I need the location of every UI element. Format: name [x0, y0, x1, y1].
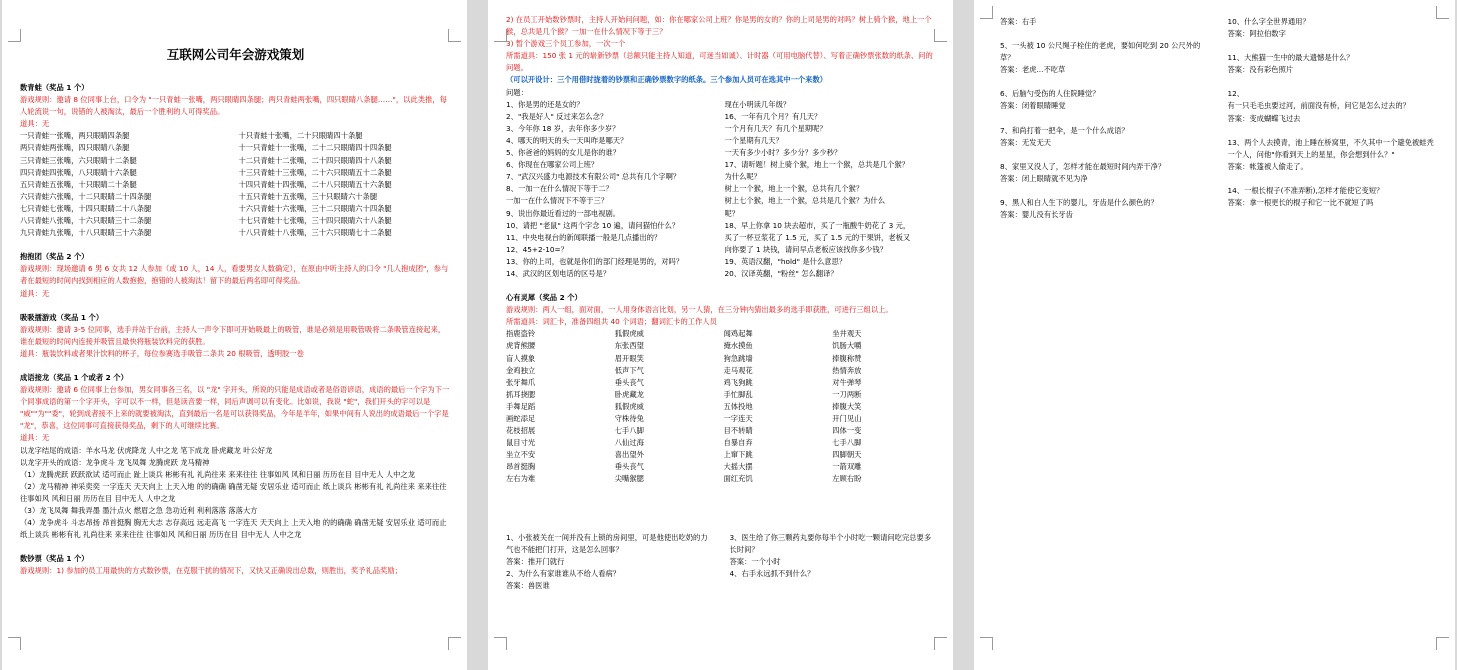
riddle-line: 10、什么字全世界通用？ [1227, 17, 1310, 26]
riddle-column-left [1000, 16, 1208, 221]
question: 12、45+2-10=？ [506, 244, 568, 254]
question: 树上一个猴，地上一个猴，总共有几个猴？ [724, 184, 864, 194]
word: 捧腹称赞 [832, 353, 862, 363]
word: 捧腹大笑 [832, 401, 862, 411]
question: 一个星期有几天？ [724, 135, 783, 145]
rhyme-line: 七只青蛙七张嘴，十四只眼睛二十八条腿 [20, 203, 152, 213]
riddle-line [1000, 76, 1208, 88]
word: 画蛇添足 [506, 414, 536, 423]
question: 7、"武汉兴盛力电源技术有限公司" 总共有几个字啊？ [506, 172, 681, 182]
riddle-columns [1000, 16, 1435, 221]
idiom-chain: （3）龙飞凤舞 舞我弄墨 墨汁点火 燃眉之急 急功近利 利利落落 落落大方 [20, 506, 258, 515]
riddle-line [1228, 40, 1436, 52]
riddle-list [506, 532, 937, 592]
question-list [506, 99, 937, 280]
word: 手忙脚乱 [723, 389, 753, 399]
riddle-line: 有一只毛毛虫要过河，前面没有桥，问它是怎么过去的？ [1227, 101, 1410, 111]
riddle-question: 3、医生给了你三颗药丸要你每半个小时吃一颗请问吃完总要多长时间？ [729, 532, 932, 554]
word: 一刀两断 [832, 389, 862, 399]
word: 守株待兔 [614, 414, 644, 423]
page-2-body [506, 14, 937, 592]
riddle-answer: 答案：兽医谁 [506, 580, 550, 590]
question: 为什么呢？ [724, 172, 761, 182]
section-heading: 抱抱团（奖品 2 个） [20, 252, 89, 262]
riddle-line: 12、 [1227, 89, 1245, 99]
page-1-body [20, 4, 451, 577]
rhyme-line: 十六只青蛙十六张嘴，三十二只眼睛六十四条腿 [238, 203, 392, 213]
rhyme-line: 三只青蛙三张嘴，六只眼睛十二条腿 [20, 155, 137, 165]
question: 17、请听题！树上骑个猴，地上一个猴，总共是几个猴？ [724, 160, 909, 170]
section-heading: 数青蛙（奖品 1 个） [20, 83, 89, 92]
question: 5、你爸爸的妈妈的女儿是你的谁？ [506, 148, 621, 158]
word: 一箭双雕 [832, 462, 862, 472]
rhyme-line: 八只青蛙八张嘴，十六只眼睛三十二条腿 [20, 216, 152, 226]
word: 金鸡独立 [506, 365, 536, 375]
rhyme-line: 六只青蛙六张嘴，十二只眼睛二十四条腿 [20, 191, 152, 201]
idiom-chain: （2）龙马精神 神采奕奕 一字连天 天天向上 上天入地 的的确确 确凿无疑 安居乐业 适可而止 纸上谈兵 彬彬有礼 礼尚往来 来来往往 往事如风 风和日丽 历历在目 目中无人 人中之龙 [20, 481, 447, 503]
riddle-line: 答案：婴儿没有长牙齿 [1000, 210, 1073, 220]
document-page-2 [488, 0, 953, 670]
game-rules: 游戏规则：两人一组，面对面，一人用身体语言比划，另一人猜，在三分钟内猜出最多的选手即获胜，可进行三组以上。 [506, 305, 893, 315]
riddle-line [1228, 125, 1436, 137]
riddle-line: 答案：拿一根更长的棍子和它一比不就短了吗 [1227, 198, 1374, 208]
riddle-line: 答案：老虎...不吃草 [1000, 65, 1066, 75]
word: 大摇大摆 [723, 462, 753, 472]
game-props: 道具：无 [20, 119, 50, 129]
riddle-answer: 答案：一个小时 [729, 556, 781, 566]
word: 指鹿盗铃 [506, 329, 536, 339]
riddle-line: 答案：帐篷被人偷走了。 [1227, 161, 1308, 171]
crop-mark [1436, 6, 1449, 19]
document-page-1 [2, 0, 467, 670]
riddle-question: 1、小张被关在一间并没有上锁的房间里，可是他使出吃奶的力气也不能把门打开，这是怎么回事？ [506, 532, 708, 554]
word: 垂头丧气 [614, 462, 644, 472]
word: 一字连天 [723, 414, 753, 423]
riddle-question: 2、为什么有家谁谁从不给人看病？ [506, 568, 621, 578]
section-heading: 成语接龙（奖品 1 个或者 2 个） [20, 372, 128, 382]
word: 上窜下跳 [723, 450, 753, 460]
word: 八仙过海 [614, 438, 644, 448]
riddle-answer: 答案：推开门就行 [506, 556, 565, 566]
word: 左右为难 [506, 474, 536, 484]
riddle-line: 答案：无发无天 [1000, 137, 1052, 147]
rhyme-line: 十只青蛙十张嘴，二十只眼睛四十条腿 [238, 131, 363, 141]
question: 4、哪天的明天的头一天叫昨是哪天？ [506, 135, 628, 145]
game-rules: 2) 在员工开始数钞票时，主持人开始问问题，如：你在哪家公司上班？你是男的女的？你的上司是男的对吗？树上骑个猴，地上一个猴，总共是几个猴？一加一在什么情况下等于三？ [506, 15, 932, 37]
section-heading: 心有灵犀（奖品 2 个） [506, 293, 582, 303]
question: 呢？ [724, 208, 740, 218]
idiom-chain: （4）龙争虎斗 斗志昂扬 昂首挺胸 胸无大志 志存高远 远走高飞 一字连天 天天向上 上天入地 的的确确 确凿无疑 安居乐业 适可而止 纸上谈兵 彬彬有礼 礼尚往来 来来往往 往事如风 风和日丽 历历在目 目中无人 人中之龙 [20, 518, 447, 540]
word: 对牛弹琴 [832, 377, 862, 387]
frog-rhyme-list [20, 130, 451, 239]
question: 8、一加一在什么情况下等于二？ [506, 184, 613, 194]
question: 14、武汉的区划电话的区号是？ [506, 268, 611, 278]
riddle-line: 14、一根长棍子(不准弄断),怎样才能使它变短？ [1227, 185, 1384, 195]
word: 垂头丧气 [614, 377, 644, 387]
question: 3、今年你 18 岁，去年你多少岁？ [506, 123, 620, 133]
riddle-line: 6、后脑勺受伤的人住院睡觉？ [1000, 89, 1100, 99]
charades-word-list [506, 328, 937, 485]
word: 走马观花 [723, 365, 753, 375]
riddle-line [1000, 28, 1208, 40]
word: 五体投地 [723, 401, 753, 411]
riddle-line [1228, 173, 1436, 185]
riddle-line: 8、家里又没人了，怎样才能在最短时间内弄干净？ [1000, 161, 1166, 171]
game-props: 所需道具：词汇卡，准备四组共 40 个词语；翻词汇卡的工作人员 [506, 317, 717, 327]
idiom-line: 以龙字结尾的成语：羊水马龙 伏虎降龙 人中之龙 笔下成龙 卧虎藏龙 叶公好龙 [20, 445, 273, 455]
game-rules: 3) 暂个游戏三个员工参加，一次一个 [506, 39, 626, 49]
word: 张牙舞爪 [506, 377, 536, 387]
questions-label: 问题： [506, 87, 528, 97]
section-heading: 吸吸擂游戏（奖品 1 个） [20, 312, 104, 322]
question: 11、中央电视台的新闻联播一般是几点播出的？ [506, 232, 662, 242]
game-rules: 游戏规则：邀请 3-5 位同事，选手并站于台前，主持人一声令下即可开始吸最上的吸管，谁是必须是用吸管吸将二条吸管连接起来，谁在最短的时间内连接并吸管且最快将瓶装饮料完的获胜。 [20, 324, 446, 346]
word: 四脚朝天 [832, 450, 862, 460]
idiom-chain: （1）龙腾虎跃 跃跃欲试 适可而止 趾上谈兵 彬彬有礼 礼尚往来 来来往往 往事如风 风和日丽 历历在目 目中无人 人中之龙 [20, 469, 415, 479]
question: 6、你现在在哪家公司上班？ [506, 160, 599, 170]
rhyme-line: 十二只青蛙十二张嘴，二十四只眼睛四十八条腿 [238, 155, 392, 165]
word: 坐井观天 [832, 329, 862, 339]
crop-mark [494, 637, 507, 650]
word: 卧虎藏龙 [614, 389, 644, 399]
crop-mark [1436, 637, 1449, 650]
riddle-line [1000, 149, 1208, 161]
section-heading: 数钞票（奖品 1 个） [20, 554, 89, 564]
riddle-line [1000, 113, 1208, 125]
rhyme-line: 一只青蛙一张嘴，两只眼睛四条腿 [20, 131, 130, 141]
word: 花枝招展 [506, 426, 536, 436]
word: 掩水摸鱼 [723, 341, 753, 351]
riddle-line [1000, 185, 1208, 197]
word: 尖嘴猴腮 [614, 474, 644, 484]
rhyme-line: 四只青蛙四张嘴，八只眼睛十六条腿 [20, 167, 137, 177]
game-rules: 游戏规则：邀请 8 位同事上台，口令为 "一只青蛙一张嘴，两只眼睛四条腿；两只青蛙两张嘴，四只眼睛八条腿……"，以此类推，每人轮流说一句，说错的人被淘汰，最后一个胜利的人可得奖品。 [20, 95, 447, 117]
word: 热情奔放 [832, 365, 862, 375]
riddle-line [1228, 76, 1436, 88]
word: 七手八脚 [614, 426, 644, 436]
page-3-body [1000, 16, 1435, 221]
riddle-question: 4、右手永远抓不到什么？ [729, 568, 815, 578]
game-props: 道具：无 [20, 433, 50, 443]
crop-mark [980, 6, 993, 19]
word: 左顾右盼 [832, 474, 862, 484]
rhyme-line: 五只青蛙五张嘴，十只眼睛二十条腿 [20, 179, 137, 189]
question: 13、你的上司，也就是你们的部门经理是男的，对吗？ [506, 256, 684, 266]
word: 低声下气 [614, 365, 644, 375]
word: 坐立不安 [506, 450, 536, 460]
word: 鼠目寸光 [506, 438, 536, 448]
word: 喜出望外 [614, 450, 644, 460]
word: 鸡飞狗跳 [723, 377, 753, 387]
rhyme-line: 十三只青蛙十三张嘴，二十六只眼睛五十二条腿 [238, 167, 392, 177]
riddle-line: 11、大熊猫一生中的最大遗憾是什么？ [1227, 53, 1354, 63]
game-props: 道具：无 [20, 288, 50, 298]
crop-mark [934, 637, 947, 650]
word: 饥肠大嚼 [832, 341, 862, 351]
crop-mark [980, 637, 993, 650]
question: 20、汉译英翻，"粉丝" 怎么翻译？ [724, 268, 838, 278]
question: 向你要了 1 块钱，请问早点老板应该找你多少钱？ [724, 244, 888, 254]
word: 手舞足蹈 [506, 401, 536, 411]
game-props: 所需道具：150 张 1 元的崭新钞票（总额只能主持人知道，可迷当如诚）、计时器（可用电脑代替）、写着正确钞票张数的纸条、问的问题。 [506, 51, 933, 73]
riddle-line: 7、和尚打着一把伞，是一个什么成语？ [1000, 125, 1129, 135]
question: 19、英语汉翻，"hold" 是什么意思？ [724, 256, 847, 266]
rhyme-line: 十一只青蛙十一张嘴，二十二只眼睛四十四条腿 [238, 143, 392, 153]
design-note: （可以开设计：三个用借时拢着的钞票和正确钞票数字的纸条。三个参加人员可在选其中一个来数） [506, 75, 828, 85]
word: 抓耳挠腮 [506, 389, 536, 399]
riddle-line: 答案：右手 [1000, 17, 1037, 26]
riddle-line: 答案：阿拉伯数字 [1227, 29, 1286, 39]
document-page-3 [974, 0, 1455, 670]
word: 开门见山 [832, 414, 862, 423]
word: 目不转睛 [723, 426, 753, 436]
riddle-column-right [1228, 16, 1436, 221]
riddle-line: 9、黑人和白人生下的婴儿，牙齿是什么颜色的？ [1000, 197, 1158, 207]
word: 昂首挺胸 [506, 462, 536, 472]
document-title: 互联网公司年会游戏策划 [166, 47, 305, 62]
question: 10、请把 "老鼠" 这两个字念 10 遍，请问猫怕什么？ [506, 220, 680, 230]
word: 面红充饥 [723, 474, 753, 484]
riddle-line: 13、两个人去摸青，池上睡在桥窝里，不久其中一个避免被蛙秃一个人，问他"你看到天上的星星，你会想到什么？" [1227, 137, 1434, 159]
word: 东张西望 [614, 341, 644, 351]
question: 一个月有几天？有几个星期呢？ [724, 123, 827, 133]
riddle-line: 答案：没有彩色照片 [1227, 65, 1294, 75]
question: 买了一杯豆浆花了 1.5 元，买了 1.5 元的干果饼，老板又 [724, 232, 911, 242]
question: 9、说出你最近看过的一部电视剧。 [506, 208, 621, 218]
question: 树上七个猴，地上一个猴，总共是几个猴？为什么 [724, 196, 886, 206]
question: 现在小明读几年级？ [724, 99, 791, 109]
crop-mark [8, 637, 21, 650]
word: 七手八脚 [832, 438, 862, 448]
rhyme-line: 十七只青蛙十七张嘴，三十四只眼睛六十八条腿 [238, 216, 392, 226]
word: 狗急跳墙 [723, 353, 753, 363]
word: 自暴自弃 [723, 438, 753, 448]
word: 虎背熊腰 [506, 341, 536, 351]
word: 眉开眼笑 [614, 353, 644, 363]
game-props: 道具：瓶装饮料或者果汁饮料的杯子，每位参赛选手吸管二条共 20 根吸管，透明胶一卷 [20, 348, 304, 358]
question: 2、"我是好人" 反过来怎么念？ [506, 111, 608, 121]
word: 闻鸡起舞 [723, 329, 753, 339]
crop-mark [448, 637, 461, 650]
word: 狐假虎威 [614, 401, 644, 411]
rhyme-line: 十四只青蛙十四张嘴，二十八只眼睛五十六条腿 [238, 179, 392, 189]
rhyme-line: 十五只青蛙十五张嘴，三十只眼睛六十条腿 [238, 191, 378, 201]
riddle-line: 答案：闭着眼睛睡觉 [1000, 101, 1066, 111]
rhyme-line: 十八只青蛙十八张嘴，三十六只眼睛七十二条腿 [238, 228, 392, 238]
game-rules: 游戏规则：1) 参加的员工用最快的方式数钞票，在克服干扰的情况下，又快又正确说出总数，则胜出，奖予礼品奖励； [20, 566, 402, 576]
idiom-line: 以龙字开头的成语：龙争虎斗 龙飞凤舞 龙腾虎跃 龙马精神 [20, 457, 210, 467]
riddle-line: 答案：变成蝴蝶飞过去 [1227, 113, 1301, 123]
question: 18、早上你拿 10 块去超市，买了一瓶酸牛奶花了 3 元， [724, 220, 911, 230]
word: 盲人摸象 [506, 353, 536, 363]
rhyme-line: 两只青蛙两张嘴，四只眼睛八条腿 [20, 143, 130, 153]
game-rules: 游戏规则：邀请 6 位同事上台参加，男女同事各三名，以 "龙" 字开头，所说的只能是成语或者是俗语谚语，成语的最后一个字为下一个同事成语的第一个字开头，字可以不一样，但是读音要一样，同后声调可以有变化。比如说，我说 "蛇"，我们开头的字可以是 "威""为""委"，轮到成者接不上来的就要被淘汰，直到最后一名是可以获得奖品，今年是羊年，如果中间有人说出的成语最后一个字是 "龙"，恭喜，这位同事可直接获得奖品，剩下的人可继续比赛。 [20, 385, 450, 431]
word: 四体一变 [832, 426, 862, 436]
word: 狐假虎威 [614, 329, 644, 339]
question: 一天有多少小时？多少分？多少秒？ [724, 148, 842, 158]
question: 16、一年有几个月？有几天？ [724, 111, 822, 121]
riddle-line: 答案：闭上眼睛就不见为净 [1000, 173, 1088, 183]
game-rules: 游戏规则：现场邀请 6 男 6 女共 12 人参加（或 10 人，14 人，看要男女人数确定），在原由中听主持人的口令 "几人抱成团"，参与者在最短的时间内找到相应的人数抱抱，抱错的人被淘汰！留下的最后两名即可得奖品。 [20, 264, 449, 286]
rhyme-line: 九只青蛙九张嘴，十八只眼睛三十六条腿 [20, 228, 152, 238]
riddle-line: 5、一头被 10 公尺绳子栓住的老虎，要如何吃到 20 公尺外的草？ [1000, 41, 1201, 63]
question: 一加一在什么情况下不等于三？ [506, 196, 609, 206]
question: 1、你是男的还是女的？ [506, 99, 584, 109]
